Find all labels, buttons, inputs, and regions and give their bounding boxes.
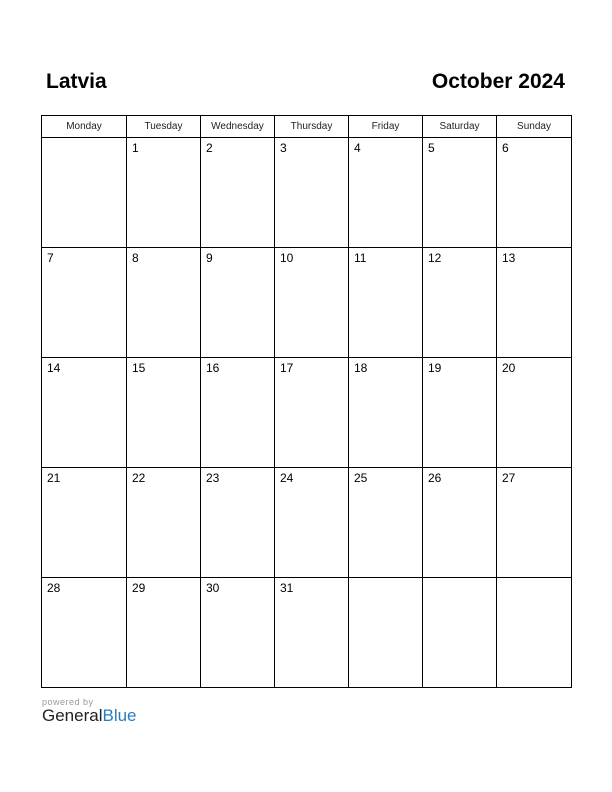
weekday-header: Monday [42, 116, 127, 138]
day-cell [42, 468, 127, 578]
day-cell [127, 248, 201, 358]
day-number: 26 [428, 471, 442, 485]
day-number: 19 [428, 361, 442, 375]
day-cell [423, 358, 497, 468]
weekday-header: Tuesday [127, 116, 201, 138]
day-cell [349, 138, 423, 248]
day-cell [275, 248, 349, 358]
weekday-header-row [42, 116, 572, 138]
country-title: Latvia [46, 70, 107, 93]
day-number: 12 [428, 251, 442, 265]
day-number [423, 578, 496, 581]
day-number: 1 [132, 141, 139, 155]
day-cell [275, 468, 349, 578]
empty-day-cell [349, 578, 423, 688]
day-cell [275, 138, 349, 248]
day-cell [127, 138, 201, 248]
day-cell [127, 578, 201, 688]
day-cell [42, 248, 127, 358]
day-number: 8 [132, 251, 139, 265]
day-number: 17 [280, 361, 294, 375]
day-cell [201, 248, 275, 358]
day-cell [275, 358, 349, 468]
day-cell [349, 248, 423, 358]
empty-day-cell [497, 578, 572, 688]
day-number: 10 [280, 251, 294, 265]
day-cell [201, 358, 275, 468]
day-number: 24 [280, 471, 294, 485]
day-cell [201, 468, 275, 578]
day-number: 23 [206, 471, 220, 485]
day-number: 20 [502, 361, 516, 375]
day-number: 15 [132, 361, 146, 375]
day-number: 31 [280, 581, 294, 595]
day-number: 11 [354, 251, 367, 265]
day-cell [127, 468, 201, 578]
day-number: 6 [502, 141, 509, 155]
week-row [42, 138, 572, 248]
day-number: 18 [354, 361, 368, 375]
day-number: 27 [502, 471, 516, 485]
week-row [42, 468, 572, 578]
brand-blue: Blue [102, 706, 137, 725]
day-cell [497, 248, 572, 358]
weekday-header: Sunday [497, 116, 572, 138]
day-cell [42, 578, 127, 688]
week-row [42, 248, 572, 358]
powered-by-text: powered by [42, 697, 94, 707]
day-cell [349, 358, 423, 468]
day-cell [497, 468, 572, 578]
weekday-header: Saturday [423, 116, 497, 138]
day-cell [275, 578, 349, 688]
month-year-title: October 2024 [431, 70, 565, 93]
day-number: 22 [132, 471, 146, 485]
day-cell [127, 358, 201, 468]
empty-day-cell [423, 578, 497, 688]
brand-logo [42, 706, 137, 726]
day-cell [423, 468, 497, 578]
day-number [42, 138, 126, 141]
day-cell [349, 468, 423, 578]
day-cell [42, 358, 127, 468]
brand-general: General [42, 706, 103, 725]
calendar-grid [41, 115, 572, 688]
day-cell [423, 248, 497, 358]
empty-day-cell [42, 138, 127, 248]
day-number: 21 [47, 471, 61, 485]
footer-branding [42, 697, 137, 726]
day-number: 29 [132, 581, 146, 595]
week-row [42, 578, 572, 688]
day-number: 30 [206, 581, 220, 595]
day-number: 3 [280, 141, 287, 155]
day-cell [497, 138, 572, 248]
weekday-header: Wednesday [201, 116, 275, 138]
day-number: 9 [206, 251, 213, 265]
day-number [349, 578, 422, 581]
day-number: 16 [206, 361, 220, 375]
day-number: 25 [354, 471, 368, 485]
day-number: 4 [354, 141, 361, 155]
day-cell [201, 138, 275, 248]
day-cell [201, 578, 275, 688]
day-number: 13 [502, 251, 516, 265]
weekday-header: Friday [349, 116, 423, 138]
day-number [497, 578, 571, 581]
day-number: 28 [47, 581, 61, 595]
day-number: 2 [206, 141, 213, 155]
week-row [42, 358, 572, 468]
day-number: 5 [428, 141, 435, 155]
day-cell [423, 138, 497, 248]
day-cell [497, 358, 572, 468]
day-number: 7 [47, 251, 54, 265]
weekday-header: Thursday [275, 116, 349, 138]
day-number: 14 [47, 361, 61, 375]
